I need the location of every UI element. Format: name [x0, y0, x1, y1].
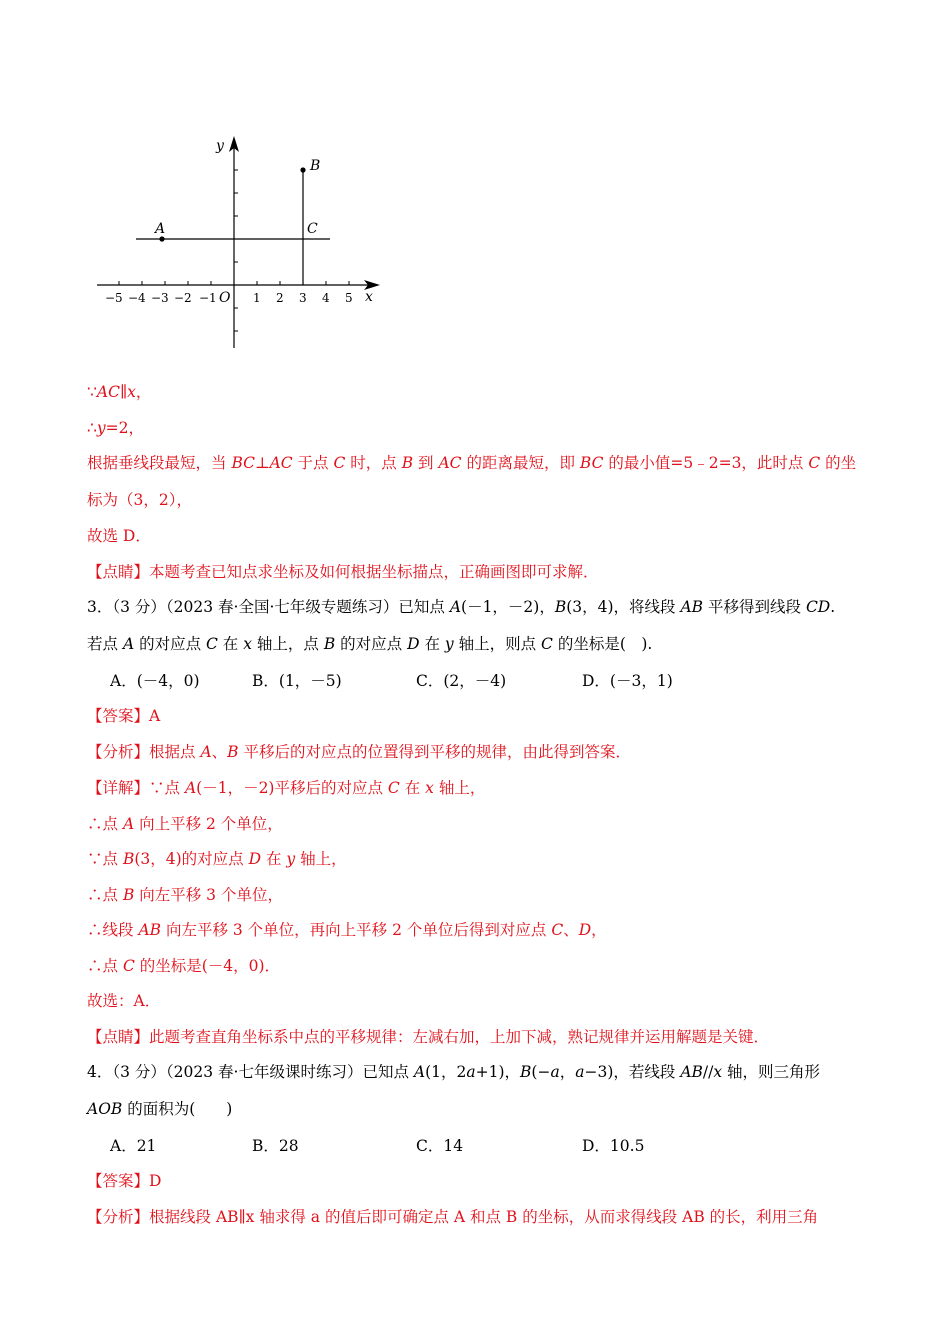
dianjing-line: 【点睛】本题考查已知点求坐标及如何根据坐标描点，正确画图即可求解． — [87, 563, 599, 581]
coordinate-figure — [92, 130, 392, 355]
x-tick-label: 4 — [322, 291, 330, 305]
solution-line: ∵AC∥x， — [87, 383, 152, 401]
x-tick-label: 1 — [253, 291, 261, 305]
x-tick-label: −2 — [174, 291, 192, 305]
q4-option-c: C．14 — [416, 1137, 464, 1155]
solution-line: 故选 D． — [87, 527, 151, 545]
x-axis-label: x — [365, 289, 373, 305]
origin-label: O — [219, 290, 231, 306]
q3-detail: ∴点 C 的坐标是(－4，0)． — [87, 957, 281, 975]
q3-option-c: C．(2，－4) — [416, 672, 507, 690]
point-a-label: A — [155, 221, 166, 237]
x-tick-label: 3 — [299, 291, 307, 305]
point-a — [159, 236, 164, 241]
q3-stem: 若点 A 的对应点 C 在 x 轴上，点 B 的对应点 D 在 y 轴上，则点 C 的坐标是( ). — [87, 635, 653, 653]
solution-line: 根据垂线段最短，当 BC⊥AC 于点 C 时，点 B 到 AC 的距离最短，即 BC 的最小值=5﹣2=3，此时点 C 的坐 — [87, 454, 857, 472]
q3-choose: 故选：A． — [87, 992, 161, 1010]
point-c-label: C — [307, 221, 318, 237]
q3-dianjing: 【点睛】此题考查直角坐标系中点的平移规律：左减右加，上加下减，熟记规律并运用解题是关键． — [87, 1028, 770, 1046]
x-tick-label: 5 — [345, 291, 353, 305]
y-axis-label: y — [216, 138, 224, 154]
y-ticks — [234, 170, 238, 331]
q3-option-d: D．(－3，1) — [582, 672, 673, 690]
q4-option-a: A．21 — [110, 1137, 157, 1155]
q4-stem: 4．（3 分）（2023 春·七年级课时练习）已知点 A(1，2a+1)，B(−a，a−3)，若线段 AB//x 轴，则三角形 — [87, 1063, 821, 1081]
q4-option-b: B．28 — [252, 1137, 299, 1155]
q3-detail: ∴点 B 向左平移 3 个单位， — [87, 886, 283, 904]
x-tick-label: −1 — [199, 291, 217, 305]
q3-detail: 【详解】∵点 A(－1，－2)平移后的对应点 C 在 x 轴上， — [87, 779, 486, 797]
q3-detail: ∴线段 AB 向左平移 3 个单位，再向上平移 2 个单位后得到对应点 C、D， — [87, 921, 607, 939]
x-tick-label: −5 — [105, 291, 123, 305]
point-b — [300, 167, 305, 172]
q3-detail: ∵点 B(3，4)的对应点 D 在 y 轴上， — [87, 850, 347, 868]
q4-analysis: 【分析】根据线段 AB∥x 轴求得 a 的值后即可确定点 A 和点 B 的坐标，从而求得线段 AB 的长，利用三角 — [87, 1208, 819, 1226]
x-tick-label: 2 — [276, 291, 284, 305]
x-tick-label: −3 — [151, 291, 169, 305]
q3-option-a: A．(－4，0) — [110, 672, 200, 690]
q3-detail: ∴点 A 向上平移 2 个单位， — [87, 815, 283, 833]
q4-option-d: D．10.5 — [582, 1137, 645, 1155]
q4-answer: 【答案】D — [87, 1172, 162, 1190]
solution-line: 标为（3，2）， — [87, 491, 192, 509]
q3-option-b: B．(1，－5) — [252, 672, 342, 690]
q4-stem: AOB 的面积为( ) — [87, 1100, 233, 1118]
solution-line: ∴y=2， — [87, 419, 144, 437]
q3-analysis: 【分析】根据点 A、B 平移后的对应点的位置得到平移的规律，由此得到答案． — [87, 743, 631, 761]
q3-stem: 3．（3 分）（2023 春·全国·七年级专题练习）已知点 A(－1，－2)，B(3，4)，将线段 AB 平移得到线段 CD. — [87, 598, 836, 616]
q3-answer: 【答案】A — [87, 707, 161, 725]
x-tick-label: −4 — [128, 291, 146, 305]
point-b-label: B — [310, 158, 321, 174]
